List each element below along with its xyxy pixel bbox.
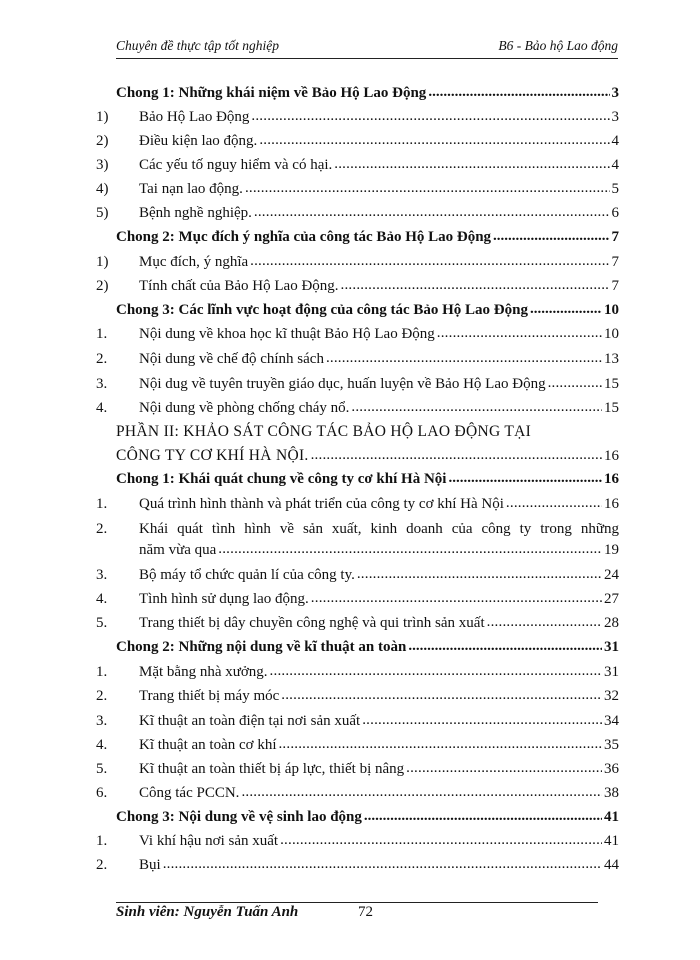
toc-entry-title: Vi khí hậu nơi sản xuất [139, 833, 279, 849]
toc-entry-title: Bộ máy tổ chức quản lí của công ty. [139, 567, 355, 583]
toc-entry-number: 2. [96, 688, 108, 704]
toc-chapter-entry[interactable] [116, 224, 619, 246]
dot-leader [281, 687, 602, 705]
toc-page-number: 24 [604, 567, 619, 583]
dot-leader [334, 156, 609, 174]
toc-entry[interactable] [96, 828, 619, 850]
toc-entry-title: Bụi [139, 857, 161, 873]
toc-page-number: 34 [604, 713, 619, 729]
toc-entry-title: Trang thiết bị máy móc [139, 688, 280, 704]
dot-leader [351, 399, 602, 417]
toc-entry-title: Kĩ thuật an toàn cơ khí [139, 737, 277, 753]
toc-entry-title: Nội dung về khoa học kĩ thuật Bảo Hộ Lao Động [139, 326, 435, 342]
toc-entry-title: Bảo Hộ Lao Động [139, 109, 250, 125]
dot-leader [250, 253, 609, 271]
toc-page-number: 41 [604, 809, 619, 825]
toc-entry-number: 4) [96, 181, 109, 197]
toc-page-number: 31 [604, 664, 619, 680]
toc-entry[interactable] [96, 273, 619, 295]
toc-entry-title-cont: năm vừa qua [139, 542, 217, 558]
toc-entry-wrapped[interactable] [96, 516, 619, 538]
toc-entry-title: Công tác PCCN. [139, 785, 240, 801]
toc-chapter-title: Chong 3: Nội dung về vệ sinh lao động [116, 809, 362, 825]
toc-page-number: 31 [604, 639, 619, 655]
toc-page-number: 16 [604, 471, 619, 487]
toc-entry-title: Kĩ thuật an toàn điện tại nơi sản xuất [139, 713, 361, 729]
toc-entry[interactable] [96, 128, 619, 150]
toc-entry[interactable] [96, 756, 619, 778]
toc-page-number: 7 [611, 229, 619, 245]
toc-entry-number: 3. [96, 376, 108, 392]
toc-entry-title: Nội dung về phòng chống cháy nổ. [139, 400, 350, 416]
toc-entry-number: 2. [96, 521, 108, 537]
toc-entry-number: 3) [96, 157, 109, 173]
toc-entry[interactable] [96, 346, 619, 368]
toc-page-number: 3 [611, 85, 619, 101]
dot-leader [428, 84, 609, 102]
toc-page-number: 41 [604, 833, 619, 849]
toc-entry[interactable] [96, 176, 619, 198]
toc-entry[interactable] [96, 852, 619, 874]
toc-entry[interactable] [96, 659, 619, 681]
toc-page-number: 16 [604, 496, 619, 512]
dot-leader [245, 180, 610, 198]
toc-page-number: 4 [611, 133, 619, 149]
toc-chapter-title: Chong 2: Mục đích ý nghĩa của công tác Bảo Hộ Lao Động [116, 229, 492, 245]
toc-entry-number: 2) [96, 133, 109, 149]
toc-entry[interactable] [96, 491, 619, 513]
dot-leader [254, 204, 610, 222]
toc-page-number: 19 [604, 542, 619, 558]
dot-leader [251, 108, 609, 126]
footer-divider [116, 902, 598, 903]
dot-leader [448, 470, 602, 488]
toc-entry[interactable] [96, 732, 619, 754]
toc-entry[interactable] [96, 200, 619, 222]
toc-page-number: 15 [604, 376, 619, 392]
header-right-title: B6 - Bảo hộ Lao động [498, 38, 618, 53]
toc-page-number: 4 [611, 157, 619, 173]
toc-entry[interactable] [96, 321, 619, 343]
toc-entry-title: Các yếu tố nguy hiểm và có hại. [139, 157, 333, 173]
dot-leader [341, 277, 610, 295]
toc-part-heading[interactable]: PHẦN II: KHẢO SÁT CÔNG TÁC BẢO HỘ LAO ĐỘNG TẠI [116, 423, 532, 440]
dot-leader [357, 566, 602, 584]
toc-entry-number: 2) [96, 278, 109, 294]
toc-entry-title: Kĩ thuật an toàn thiết bị áp lực, thiết bị nâng [139, 761, 405, 777]
toc-entry-number: 2. [96, 351, 108, 367]
dot-leader [548, 375, 602, 393]
toc-entry[interactable] [96, 683, 619, 705]
toc-chapter-title: Chong 1: Khái quát chung về công ty cơ khí Hà Nội [116, 471, 447, 487]
toc-entry-title: Nội dug về tuyên truyền giáo dục, huấn luyện về Bảo Hộ Lao Động [139, 376, 546, 392]
toc-entry-number: 3. [96, 567, 108, 583]
dot-leader [280, 832, 602, 850]
toc-entry-title: Tính chất của Bảo Hộ Lao Động. [139, 278, 339, 294]
dot-leader [270, 663, 602, 681]
dot-leader [362, 712, 602, 730]
toc-page-number: 13 [604, 351, 619, 367]
toc-page-number: 7 [611, 254, 619, 270]
dot-leader [408, 638, 602, 656]
toc-page-number: 7 [611, 278, 619, 294]
toc-chapter-entry[interactable] [116, 804, 619, 826]
dot-leader [530, 301, 602, 319]
toc-page-number: 35 [604, 737, 619, 753]
toc-entry-number: 4. [96, 591, 108, 607]
toc-page-number: 44 [604, 857, 619, 873]
dot-leader [311, 590, 602, 608]
toc-page-number: 36 [604, 761, 619, 777]
dot-leader [278, 736, 602, 754]
toc-page-number: 10 [604, 326, 619, 342]
toc-entry-number: 2. [96, 857, 108, 873]
dot-leader [218, 541, 602, 559]
toc-chapter-title: Chong 1: Những khái niệm về Bảo Hộ Lao Động [116, 85, 427, 101]
footer-author: Sinh viên: Nguyễn Tuấn Anh [116, 904, 299, 920]
toc-chapter-entry[interactable] [116, 466, 619, 488]
toc-page-number: 32 [604, 688, 619, 704]
toc-entry-number: 4. [96, 400, 108, 416]
dot-leader [506, 495, 602, 513]
toc-entry[interactable] [96, 104, 619, 126]
dot-leader [259, 132, 609, 150]
toc-entry-title: Điều kiện lao động. [139, 133, 258, 149]
dot-leader [487, 614, 602, 632]
toc-entry-title: Quá trình hình thành và phát triển của công ty cơ khí Hà Nội [139, 496, 504, 512]
toc-page-number: 38 [604, 785, 619, 801]
toc-entry-number: 5. [96, 761, 108, 777]
toc-entry-number: 1) [96, 109, 109, 125]
toc-entry-title: Mục đích, ý nghĩa [139, 254, 249, 270]
toc-entry[interactable] [96, 708, 619, 730]
toc-page-number: 16 [604, 448, 619, 464]
toc-entry-title: Trang thiết bị dây chuyền công nghệ và qui trình sản xuất [139, 615, 485, 631]
toc-page-number: 28 [604, 615, 619, 631]
page-header [116, 36, 618, 59]
toc-entry[interactable] [96, 610, 619, 632]
toc-entry-title: Khái quát tình hình về sản xuất, kinh doanh của công ty trong những [139, 521, 619, 537]
toc-entry[interactable] [96, 395, 619, 417]
toc-entry-number: 1. [96, 833, 108, 849]
toc-page-number: 3 [611, 109, 619, 125]
toc-entry-title: Bệnh nghề nghiệp. [139, 205, 252, 221]
toc-part-title: CÔNG TY CƠ KHÍ HÀ NỘI. [116, 447, 309, 464]
toc-chapter-entry[interactable] [116, 634, 619, 656]
toc-entry-number: 3. [96, 713, 108, 729]
toc-page-number: 10 [604, 302, 619, 318]
dot-leader [241, 784, 602, 802]
dot-leader [364, 808, 602, 826]
toc-entry-number: 1. [96, 496, 108, 512]
toc-entry[interactable] [96, 780, 619, 802]
toc-entry-number: 1. [96, 664, 108, 680]
toc-page-number: 27 [604, 591, 619, 607]
header-left-title: Chuyên đề thực tập tốt nghiệp [116, 38, 279, 53]
toc-page-number: 15 [604, 400, 619, 416]
dot-leader [493, 228, 609, 246]
toc-entry-title: Mặt bằng nhà xưởng. [139, 664, 268, 680]
toc-entry-number: 6. [96, 785, 108, 801]
toc-entry[interactable] [96, 152, 619, 174]
toc-entry[interactable] [96, 371, 619, 393]
dot-leader [163, 856, 602, 874]
toc-entry-number: 1. [96, 326, 108, 342]
toc-chapter-title: Chong 2: Những nội dung về kĩ thuật an toàn [116, 639, 407, 655]
toc-chapter-entry[interactable] [116, 80, 619, 102]
toc-entry-number: 4. [96, 737, 108, 753]
toc-entry-number: 1) [96, 254, 109, 270]
dot-leader [406, 760, 602, 778]
toc-entry-number: 5) [96, 205, 109, 221]
toc-chapter-entry[interactable] [116, 297, 619, 319]
dot-leader [437, 325, 602, 343]
toc-entry-title: Nội dung về chế độ chính sách [139, 351, 324, 367]
toc-entry[interactable] [96, 249, 619, 271]
toc-chapter-title: Chong 3: Các lĩnh vực hoạt động của công tác Bảo Hộ Lao Động [116, 302, 528, 318]
toc-entry-title: Tình hình sử dụng lao động. [139, 591, 309, 607]
footer-page-number: 72 [358, 904, 373, 920]
toc-entry-title: Tai nạn lao động. [139, 181, 243, 197]
page-footer [116, 904, 373, 921]
dot-leader [311, 447, 602, 465]
toc-entry-continuation[interactable] [139, 537, 619, 559]
toc-entry[interactable] [96, 586, 619, 608]
toc-part-entry[interactable] [116, 443, 619, 465]
toc-entry[interactable] [96, 562, 619, 584]
toc-page-number: 5 [611, 181, 619, 197]
dot-leader [326, 350, 602, 368]
toc-entry-number: 5. [96, 615, 108, 631]
toc-page-number: 6 [611, 205, 619, 221]
